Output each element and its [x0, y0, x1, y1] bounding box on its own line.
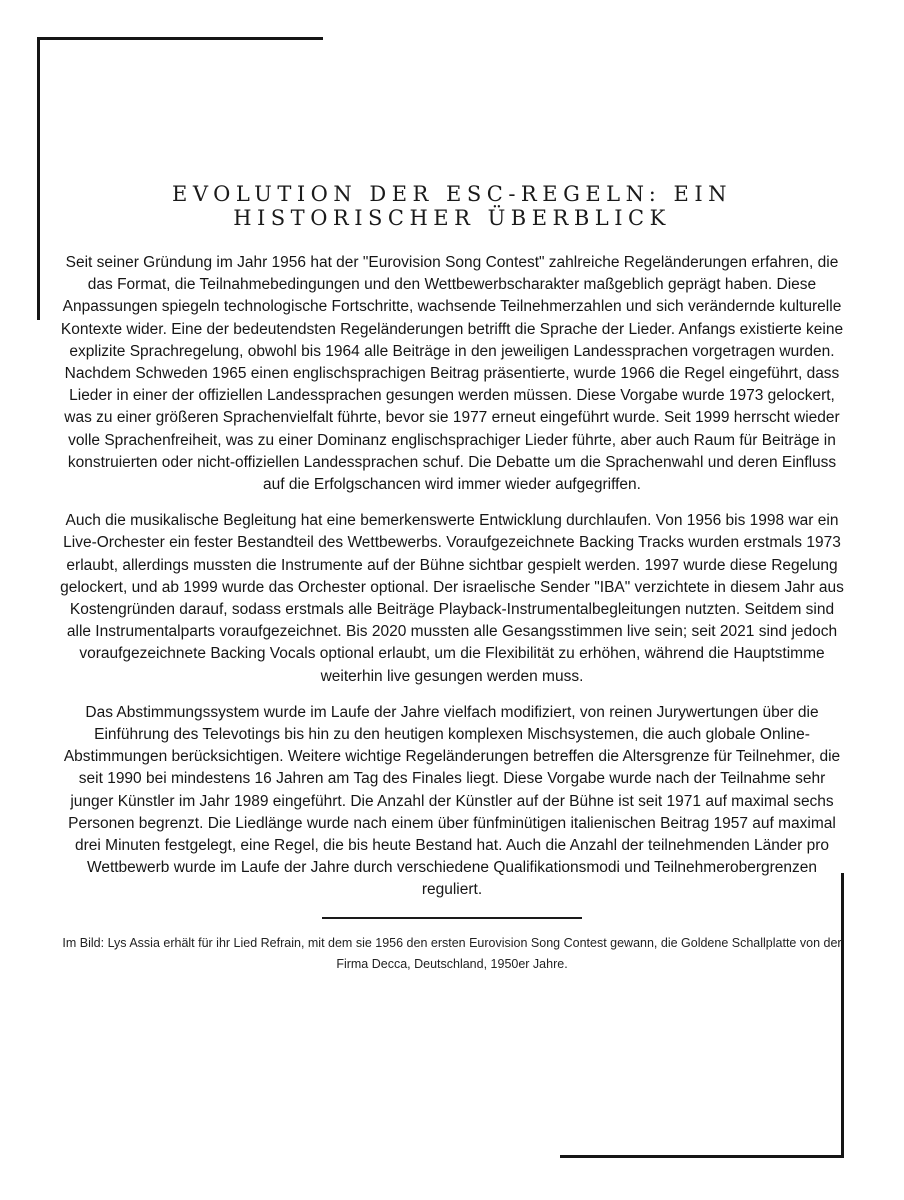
title-line-2: HISTORISCHER ÜBERBLICK: [233, 206, 671, 230]
paragraph-voting-and-other-rules: Das Abstimmungssystem wurde im Laufe der Jahre vielfach modifiziert, von reinen Jurywertungen über die Einführung des Televotings bis hin zu den heutigen komplexen Mischsystemen, die auch globale Online-Abstimmungen berücksichtigen. Weitere wichtige Regeländerungen betreffen die Altersgrenze für Teilnehmer, die seit 1990 bei mindestens 16 Jahren am Tag des Finales liegt. Diese Vorgabe wurde nach der Teilnahme sehr junger Künstler im Jahr 1989 eingeführt. Die Anzahl der Künstler auf der Bühne ist seit 1971 auf maximal sechs Personen begrenzt. Die Liedlänge wurde nach einem über fünfminütigen italienischen Beitrag 1957 auf maximal drei Minuten festgelegt, eine Regel, die bis heute Bestand hat. Auch die Anzahl der teilnehmenden Länder pro Wettbewerb wurde im Laufe der Jahre durch verschiedene Qualifikationsmodi und Teilnehmerobergrenzen reguliert.: [63, 703, 841, 899]
title-line-1: EVOLUTION DER ESC-REGELN: EIN: [171, 182, 732, 206]
paragraph-language-rules: Seit seiner Gründung im Jahr 1956 hat der "Eurovision Song Contest" zahlreiche Regeländerungen erfahren, die das Format, die Teilnahmebedingungen und den Wettbewerbscharakter maßgeblich geprägt haben. Diese Anpassungen spiegeln technologische Fortschritte, wachsende Teilnehmerzahlen und sich verändernde kulturelle Kontexte wider. Eine der bedeutendsten Regeländerungen betrifft die Sprache der Lieder. Anfangs existierte keine explizite Sprachregelung, obwohl bis 1964 alle Beiträge in den jeweiligen Landessprachen vorgetragen wurden. Nachdem Schweden 1965 einen englischsprachigen Beitrag präsentierte, wurde 1966 die Regel eingeführt, dass Lieder in einer der offiziellen Landessprachen gesungen werden müssen. Diese Vorgabe wurde 1973 gelockert, was zu einer größeren Sprachenvielfalt führte, bevor sie 1977 erneut eingeführt wurde. Seit 1999 herrscht wieder volle Sprachenfreiheit, was zu einer Dominanz englischsprachiger Lieder führte, aber auch Raum für Beiträge in konstruierten oder nicht-offiziellen Landessprachen schuf. Die Debatte um die Sprachenwahl und deren Einfluss auf die Erfolgschancen wird immer wieder aufgegriffen.: [60, 254, 844, 494]
image-caption: Im Bild: Lys Assia erhält für ihr Lied Refrain, mit dem sie 1956 den ersten Eurovision Song Contest gewann, die Goldene Schallplatte von der Firma Decca, Deutschland, 1950er Jahre.: [62, 935, 842, 971]
caption-divider: [322, 917, 582, 919]
frame-corner-top-left-horizontal: [37, 37, 323, 40]
frame-corner-top-left-vertical: [37, 37, 40, 320]
article: [50, 182, 854, 975]
paragraph-musical-accompaniment: Auch die musikalische Begleitung hat eine bemerkenswerte Entwicklung durchlaufen. Von 1956 bis 1998 war ein Live-Orchester ein fester Bestandteil des Wettbewerbs. Voraufgezeichnete Backing Tracks wurden erstmals 1973 erlaubt, allerdings mussten die Instrumente auf der Bühne sichtbar gespielt werden. 1997 wurde diese Regelung gelockert, und ab 1999 wurde das Orchester optional. Der israelische Sender "IBA" verzichtete in diesem Jahr aus Kostengründen darauf, sodass erstmals alle Beiträge Playback-Instrumentalbegleitungen nutzten. Seitdem sind alle Instrumentalparts voraufgezeichnet. Bis 2020 mussten alle Gesangsstimmen live sein; seit 2021 sind jedoch voraufgezeichnete Backing Vocals optional erlaubt, um die Flexibilität zu erhöhen, während die Hauptstimme weiterhin live gesungen werden muss.: [60, 512, 844, 685]
frame-corner-bottom-right-horizontal: [560, 1155, 844, 1158]
article-title: [50, 182, 854, 230]
